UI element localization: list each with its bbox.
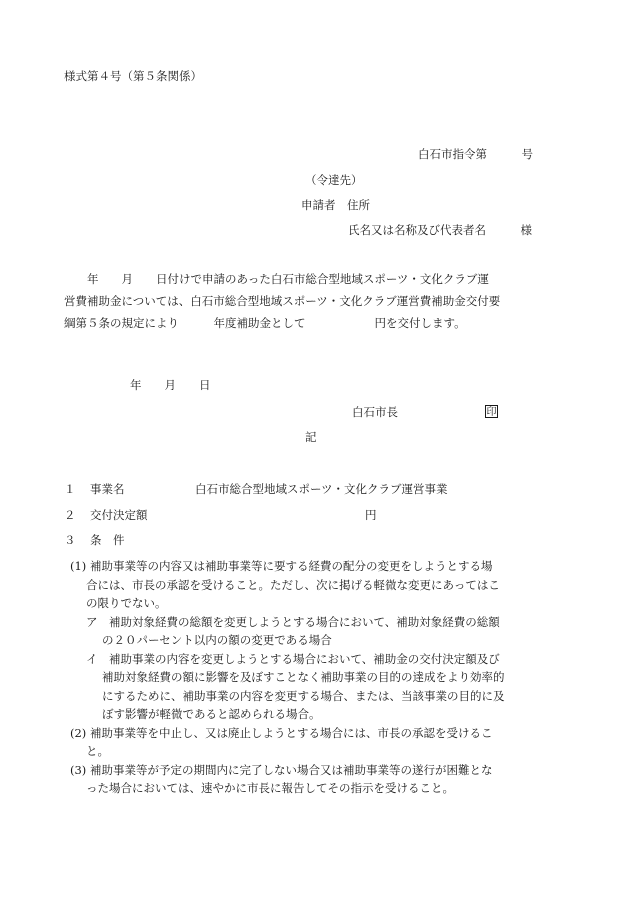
- item-2-label: 交付決定額: [90, 508, 148, 522]
- recipient-label: （令達先）: [305, 173, 363, 187]
- item-2-number: ２: [64, 508, 76, 522]
- condition-2-line-2: と。: [86, 744, 109, 758]
- conditions-list: [64, 557, 574, 798]
- condition-3-line-1: (3) 補助事業等が予定の期間内に完了しない場合又は補助事業等の遂行が困難とな: [70, 762, 493, 777]
- applicant-address: 申請者 住所: [301, 198, 370, 212]
- issue-date: 年 月 日: [130, 378, 211, 392]
- body-line-1: 年 月 日付けで申請のあった白石市総合型地域スポーツ・文化クラブ運: [64, 272, 489, 286]
- body-line-2: 営費補助金については、白石市総合型地域スポーツ・文化クラブ運営費補助金交付要: [64, 294, 501, 308]
- body-line-3: 綱第５条の規定により 年度補助金として 円を交付します。: [64, 316, 466, 330]
- condition-3-line-2: った場合においては、速やかに市長に報告してその指示を受けること。: [86, 781, 454, 795]
- condition-1-i-line-3: にするために、補助事業の内容を変更する場合、または、当該事業の目的に及: [102, 688, 505, 703]
- item-3-label: 条 件: [90, 533, 125, 547]
- ki-heading: 記: [305, 430, 317, 444]
- condition-1-i-line-4: ぼす影響が軽微であると認められる場合。: [102, 707, 321, 721]
- condition-1-i-line-2: 補助対象経費の額に影響を及ぼすことなく補助事業の目的の達成をより効率的: [102, 670, 505, 684]
- applicant-name: 氏名又は名称及び代表者名 様: [348, 223, 532, 237]
- seal-mark: 印: [486, 407, 497, 418]
- condition-1-line-3: の限りでない。: [86, 596, 167, 610]
- item-1-label: 事業名: [90, 482, 125, 496]
- condition-1-line-1: (1) 補助事業等の内容又は補助事業等に要する経費の配分の変更をしようとする場: [70, 559, 493, 573]
- condition-1-i-line-1: イ 補助事業の内容を変更しようとする場合において、補助金の交付決定額及び: [86, 651, 500, 666]
- item-3-number: ３: [64, 533, 76, 547]
- condition-1-line-2: 合には、市長の承認を受けること。ただし、次に掲げる軽微な変更にあってはこ: [86, 577, 500, 592]
- condition-2-line-1: (2) 補助事業等を中止し、又は廃止しようとする場合には、市長の承認を受けるこ: [70, 725, 493, 740]
- issuer-name: 白石市長: [352, 405, 398, 419]
- condition-1-a-line-1: ア 補助対象経費の総額を変更しようとする場合において、補助対象経費の総額: [86, 614, 500, 629]
- document-number: 白石市指令第 号: [418, 147, 533, 161]
- item-1-number: １: [64, 482, 76, 496]
- decision-body: [64, 268, 564, 334]
- item-2-value: 円: [365, 508, 377, 522]
- item-1-value: 白石市総合型地域スポーツ・文化クラブ運営事業: [195, 482, 448, 496]
- form-title: 様式第４号（第５条関係）: [64, 69, 202, 83]
- condition-1-a-line-2: の２０パーセント以内の額の変更である場合: [102, 633, 332, 647]
